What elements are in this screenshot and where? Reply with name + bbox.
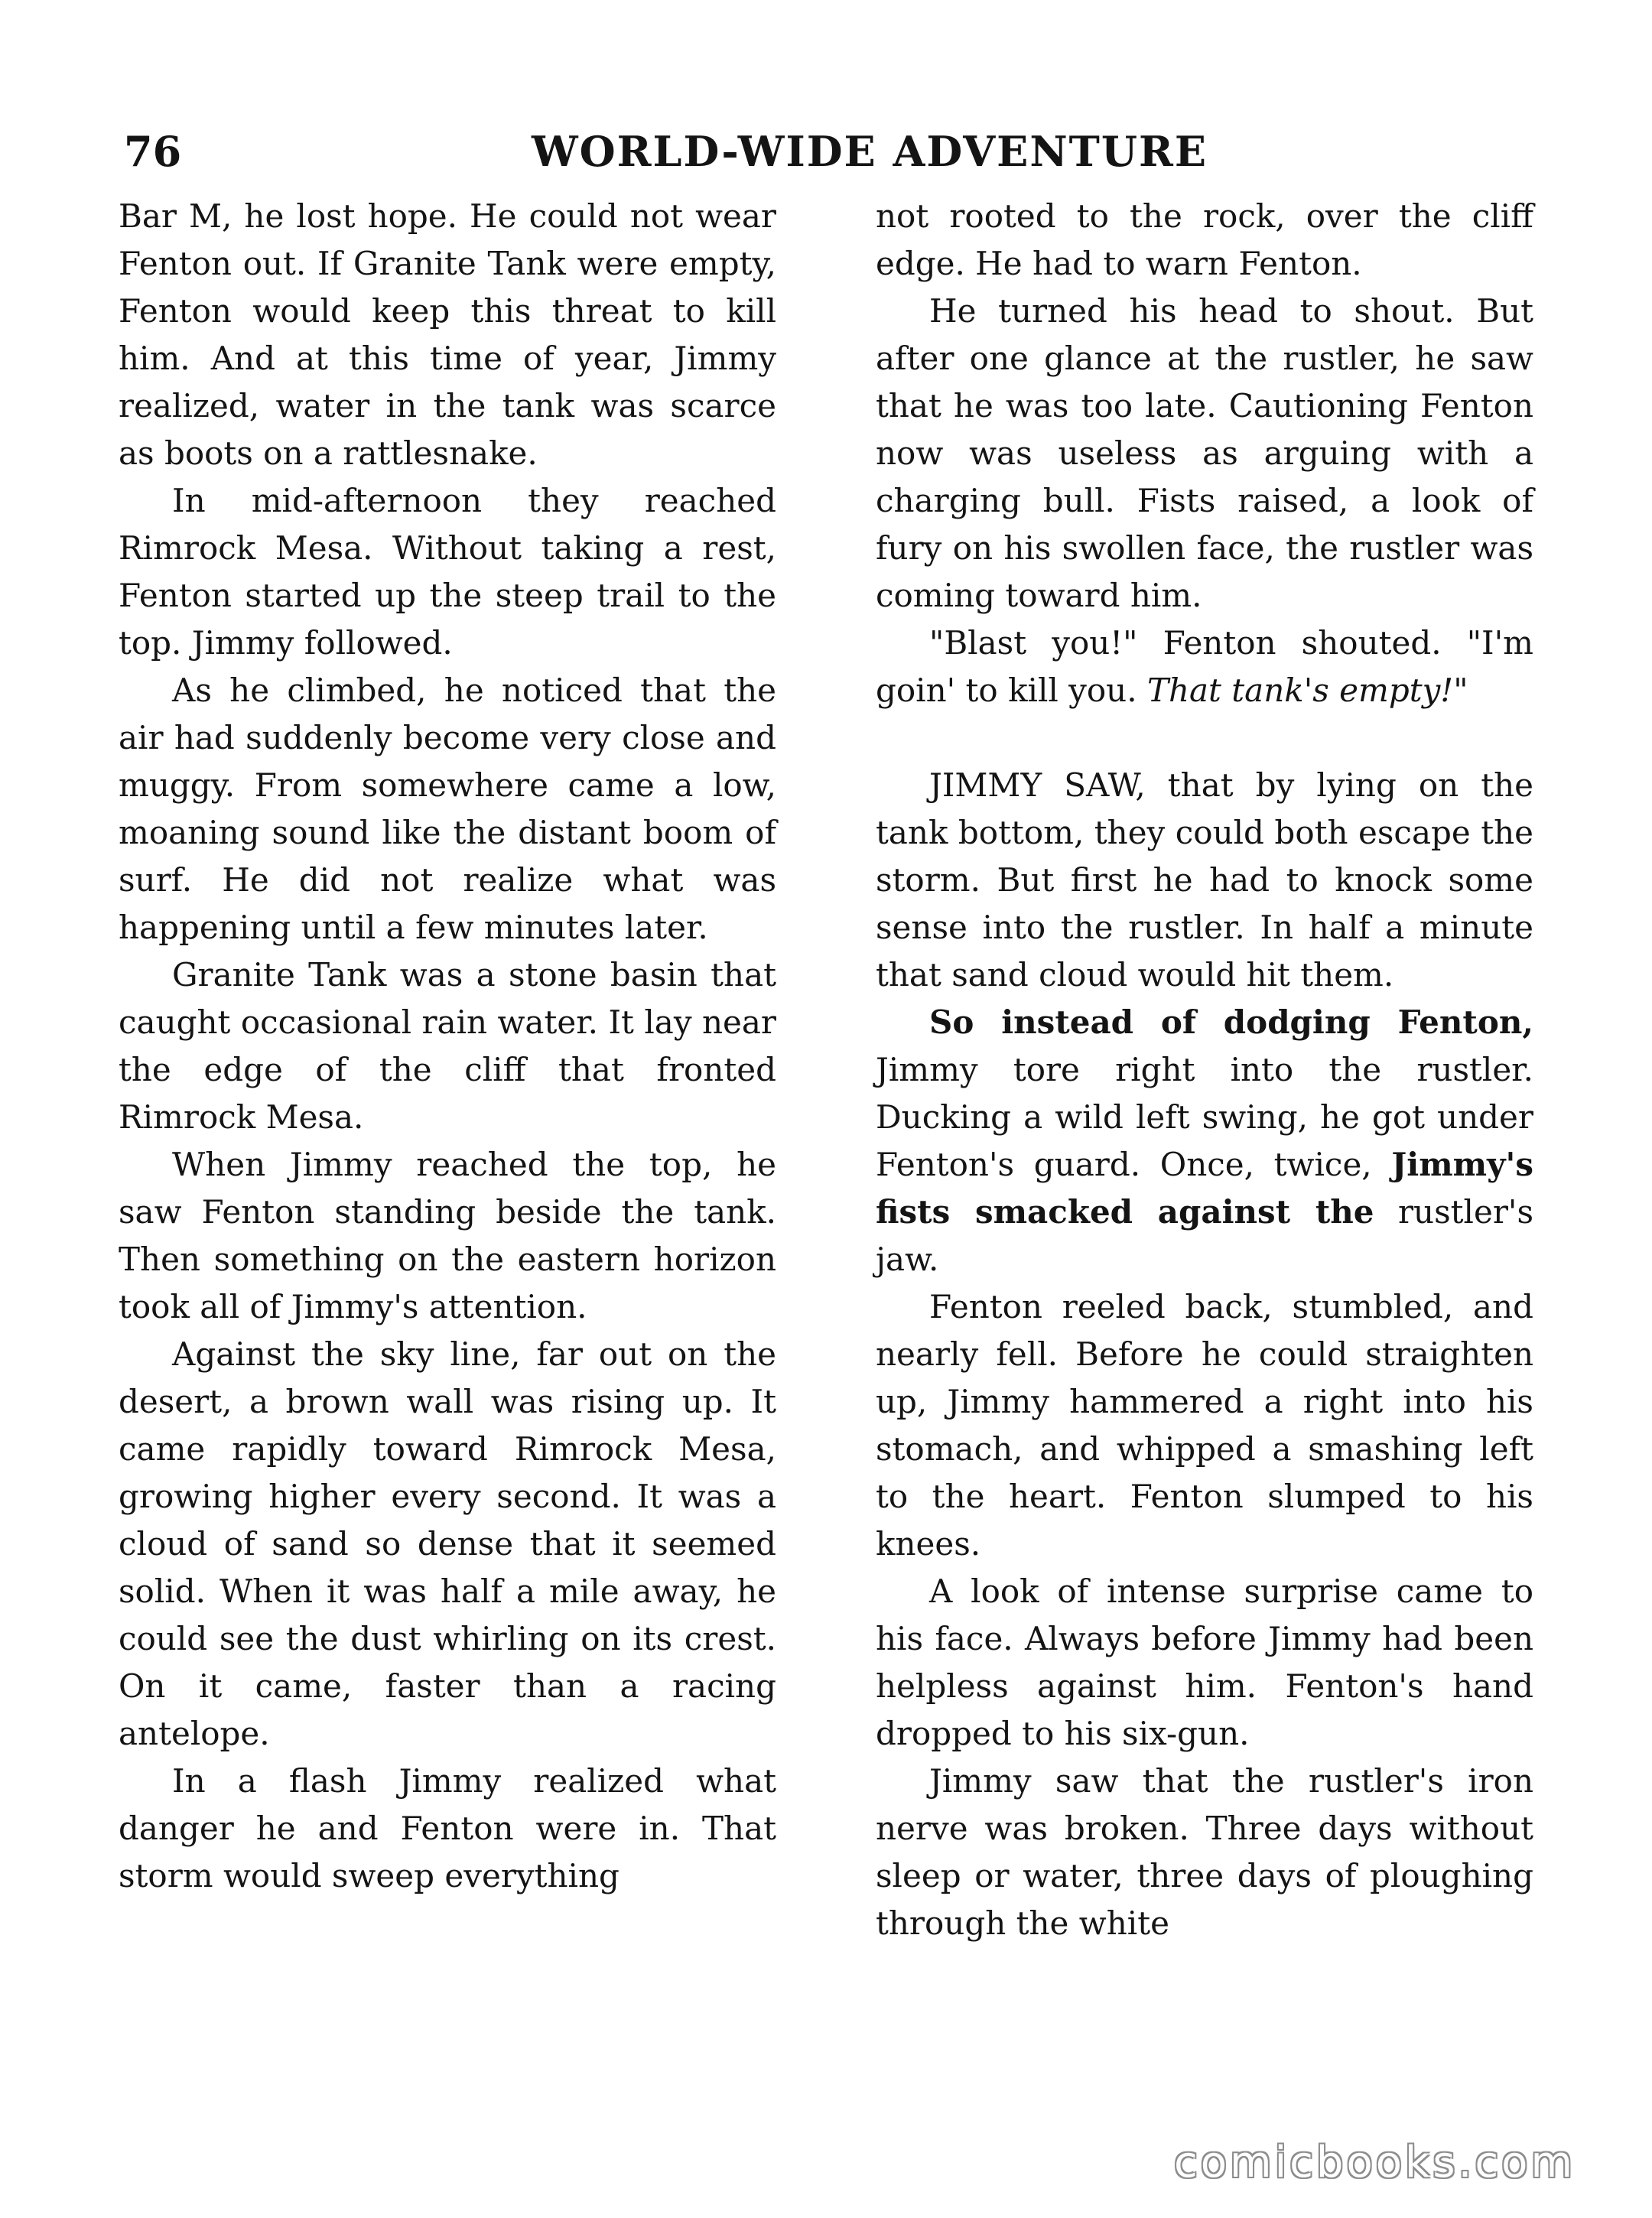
section-opening-paragraph bbox=[876, 762, 1533, 999]
dialogue-paragraph bbox=[876, 620, 1533, 714]
paragraph: In a flash Jimmy realized what danger he and Fenton were in. That storm would sweep everything bbox=[119, 1762, 776, 1894]
paragraph-text: rustler's jaw. bbox=[876, 1193, 1533, 1278]
right-column bbox=[876, 193, 1533, 1947]
paragraph: He turned his head to shout. But after one glance at the rustler, he saw that he was too late. Cautioning Fenton now was useless as arguing with a charging bull. Fists raised, a look of fury on his swollen face, the rustler was coming toward him. bbox=[876, 292, 1533, 614]
paragraph: Against the sky line, far out on the desert, a brown wall was rising up. It came rapidly toward Rimrock Mesa, growing higher every second. It was a cloud of sand so dense that it seemed solid. When it was half a mile away, he could see the dust whirling on its crest. On it came, faster than a racing antelope. bbox=[119, 1335, 776, 1752]
italic-dialogue: That tank's empty!" bbox=[1146, 672, 1468, 709]
running-title: WORLD-WIDE ADVENTURE bbox=[531, 127, 1208, 176]
left-column bbox=[119, 193, 776, 1900]
paragraph: not rooted to the rock, over the cliff edge. He had to warn Fenton. bbox=[876, 197, 1533, 282]
bold-text: Jimmy's fists smacked against the bbox=[876, 1146, 1533, 1231]
paragraph: Jimmy saw that the rustler's iron nerve was broken. Three days without sleep or water, three days of ploughing through the white bbox=[876, 1762, 1533, 1942]
paragraph: When Jimmy reached the top, he saw Fenton standing beside the tank. Then something on the eastern horizon took all of Jimmy's attention. bbox=[119, 1146, 776, 1325]
bold-text: So instead of dodging Fenton, bbox=[929, 1003, 1533, 1041]
paragraph: In mid-afternoon they reached Rimrock Mesa. Without taking a rest, Fenton started up the steep trail to the top. Jimmy followed. bbox=[119, 482, 776, 662]
paragraph: Bar M, he lost hope. He could not wear Fenton out. If Granite Tank were empty, Fenton would keep this threat to kill him. And at this time of year, Jimmy realized, water in the tank was scarce as boots on a rattlesnake. bbox=[119, 197, 776, 472]
paragraph: A look of intense surprise came to his face. Always before Jimmy had been helpless against him. Fenton's hand dropped to his six-gun. bbox=[876, 1572, 1533, 1752]
paragraph-text: Jimmy tore right into the rustler. Ducking a wild left swing, he got under Fenton's guard. Once, twice, bbox=[876, 1051, 1533, 1183]
paragraph: As he climbed, he noticed that the air had suddenly become very close and muggy. From somewhere came a low, moaning sound like the distant boom of surf. He did not realize what was happening until a few minutes later. bbox=[119, 672, 776, 946]
paragraph-text: that by lying on the tank bottom, they could both escape the storm. But first he had to knock some sense into the rustler. In half a minute that sand cloud would hit them. bbox=[876, 766, 1534, 994]
paragraph: Granite Tank was a stone basin that caught occasional rain water. It lay near the edge of the cliff that fronted Rimrock Mesa. bbox=[119, 956, 776, 1136]
page-number: 76 bbox=[124, 127, 182, 176]
dialogue-text: "Blast you!" Fenton shouted. "I'm goin' to kill you. bbox=[876, 624, 1533, 709]
page-header bbox=[124, 121, 1546, 182]
small-caps-lead: JIMMY SAW, bbox=[929, 766, 1146, 804]
watermark: comicbooks.com bbox=[1173, 2138, 1576, 2187]
paragraph: Fenton reeled back, stumbled, and nearly fell. Before he could straighten up, Jimmy hammered a right into his stomach, and whipped a smashing left to the heart. Fenton slumped to his knees. bbox=[876, 1288, 1533, 1563]
paragraph bbox=[876, 999, 1533, 1283]
